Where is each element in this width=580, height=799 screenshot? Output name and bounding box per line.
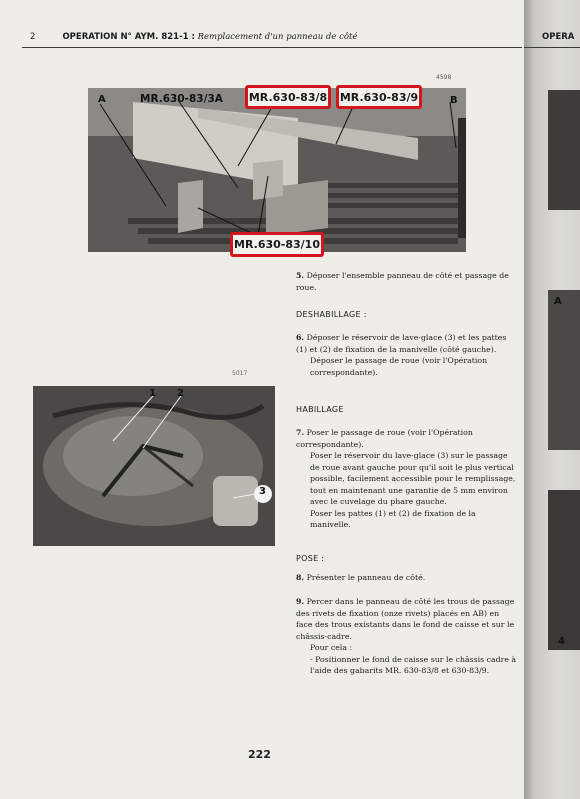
step-6-text: Déposer le réservoir de lave-glace (3) et les pattes (1) et (2) de fixation de la manivelle (côté gauche). xyxy=(296,333,507,354)
highlight-mr-630-83-10: MR.630-83/10 xyxy=(230,232,324,257)
operation-title: Remplacement d'un panneau de côté xyxy=(197,32,358,42)
step-6 xyxy=(296,332,518,378)
step-6-number: 6. xyxy=(296,333,305,342)
figure-1-label-a: A xyxy=(98,94,106,105)
callout-2: 2 xyxy=(177,388,184,399)
figure-2-drawing xyxy=(33,386,275,546)
step-9-text-b: Pour cela : xyxy=(310,643,353,652)
step-7-text-c: Poser les pattes (1) et (2) de fixation de la manivelle. xyxy=(310,508,476,529)
adjacent-photo-2 xyxy=(548,290,580,450)
step-9-number: 9. xyxy=(296,597,305,606)
step-5-number: 5. xyxy=(296,271,305,280)
operation-number: OPERATION N° AYM. 821-1 : xyxy=(62,32,195,42)
figure-1-photo xyxy=(88,88,466,252)
page-header xyxy=(30,32,357,42)
highlight-mr-630-83-8: MR.630-83/8 xyxy=(245,85,331,109)
callout-3: 3 xyxy=(259,486,266,497)
step-5-text: Déposer l'ensemble panneau de côté et passage de roue. xyxy=(296,271,509,292)
figure-1-label-b: B xyxy=(450,95,458,106)
step-7-text: Poser le passage de roue (voir l'Opération correspondante). xyxy=(296,428,473,449)
adjacent-page xyxy=(524,0,580,799)
step-7-number: 7. xyxy=(296,428,305,437)
adjacent-photo-1 xyxy=(548,90,580,210)
step-8-number: 8. xyxy=(296,573,305,582)
step-8-text: Présenter le panneau de côté. xyxy=(306,573,426,582)
page-number-top: 2 xyxy=(30,32,36,42)
step-7 xyxy=(296,427,518,531)
step-9-text-c: - Positionner le fond de caisse sur le châssis cadre à l'aide des gabarits MR. 630-83/8 et 630-83/9. xyxy=(310,654,517,675)
step-8 xyxy=(296,572,518,584)
step-9 xyxy=(296,596,518,677)
section-deshabillage: DESHABILLAGE : xyxy=(296,310,367,319)
figure-1-code: 4598 xyxy=(436,74,452,81)
step-5 xyxy=(296,270,518,293)
adjacent-page-rule xyxy=(524,47,580,48)
figure-1-label-mr-630-83-3a: MR.630-83/3A xyxy=(140,93,223,105)
adjacent-label-a: A xyxy=(554,296,562,307)
header-rule xyxy=(22,47,522,48)
adjacent-label-4: 4 xyxy=(558,636,565,647)
callout-1: 1 xyxy=(149,388,156,399)
figure-2-code: 5017 xyxy=(232,370,248,377)
adjacent-page-header: OPERA xyxy=(542,32,575,42)
section-habillage: HABILLAGE xyxy=(296,405,344,414)
highlight-mr-630-83-9: MR.630-83/9 xyxy=(336,85,422,109)
step-9-text: Percer dans le panneau de côté les trous de passage des rivets de fixation (onze rivets) placés en AB) en face des trous existants dans le fond de caisse et sur le châssis-cadre. xyxy=(296,597,515,641)
figure-1-drawing xyxy=(88,88,466,252)
figure-2-photo xyxy=(33,386,275,546)
step-7-text-b: Poser le réservoir du lave-glace (3) sur le passage de roue avant gauche pour qu'il soit le plus vertical possible, facilement accessible pour le remplissage, tout en maintenant une garantie de 5 mm environ avec le cuvelage du phare gauche. xyxy=(310,451,516,506)
section-pose: POSE : xyxy=(296,554,325,563)
page-number-bottom: 222 xyxy=(248,748,271,761)
adjacent-photo-3 xyxy=(548,490,580,650)
step-6-text-b: Déposer le passage de roue (voir l'Opération correspondante). xyxy=(310,356,488,377)
